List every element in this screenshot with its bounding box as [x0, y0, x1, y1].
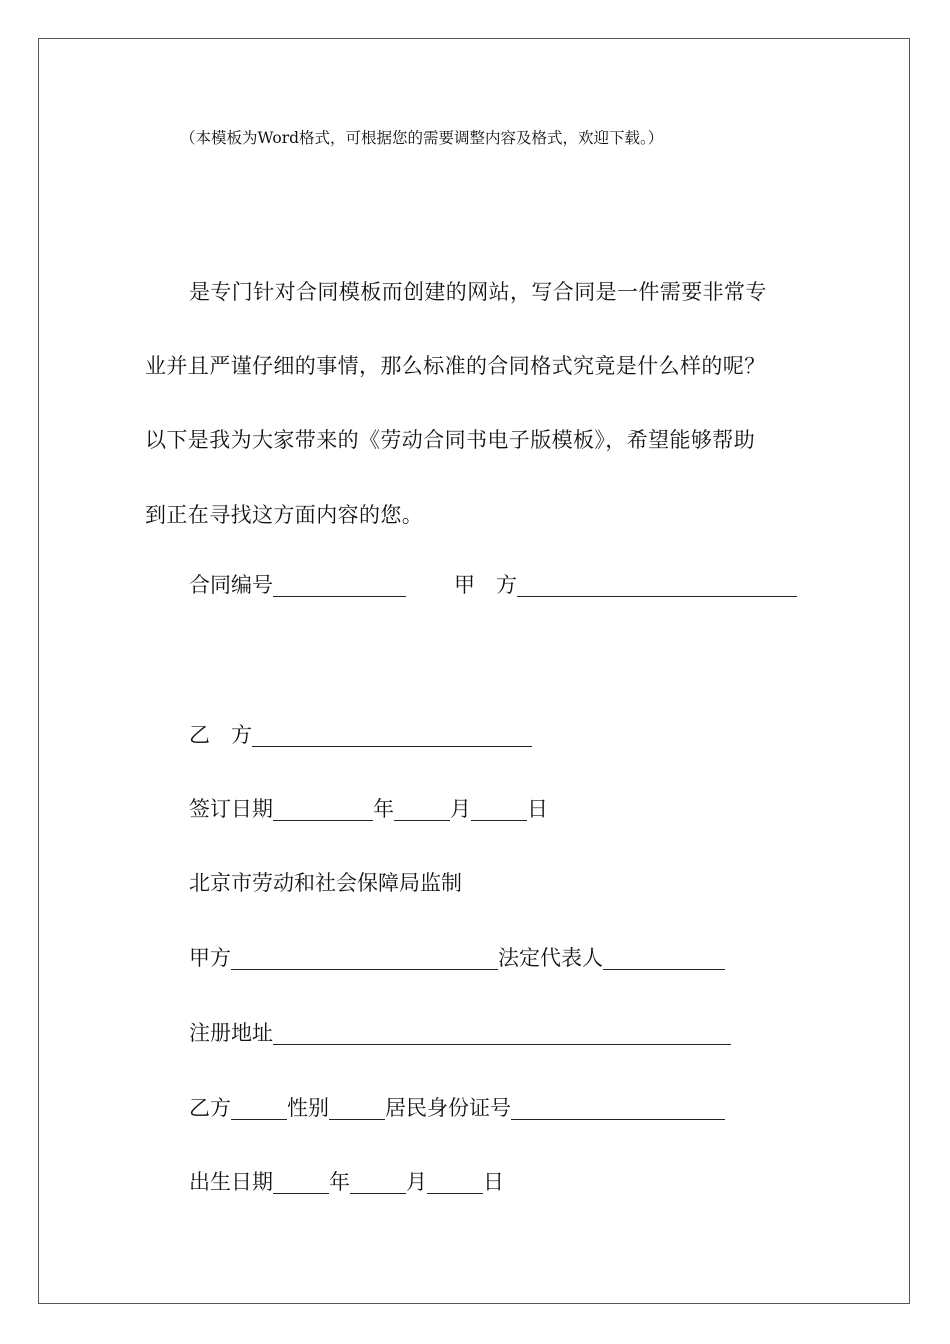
contract-number-label: 合同编号 — [189, 573, 273, 597]
contract-number-row — [189, 570, 797, 600]
party-a-label: 甲方 — [189, 946, 231, 970]
sign-year-label: 年 — [373, 797, 394, 821]
birth-date-row — [189, 1167, 504, 1197]
intro-line-3: 以下是我为大家带来的《劳动合同书电子版模板》，希望能够帮助 — [145, 428, 756, 452]
sign-date-row — [189, 794, 548, 824]
legal-rep-label: 法定代表人 — [498, 946, 603, 970]
party-a-blank[interactable] — [231, 949, 498, 970]
party-b-label: 乙方 — [189, 1096, 231, 1120]
supervisor-row — [189, 868, 462, 898]
party-a-row — [189, 943, 725, 973]
party-b-header-blank[interactable] — [252, 726, 532, 747]
birth-year-blank[interactable] — [273, 1173, 329, 1194]
party-b-header-row — [189, 720, 532, 750]
party-a-header-blank[interactable] — [517, 576, 797, 597]
sign-day-label: 日 — [527, 797, 548, 821]
birth-year-label: 年 — [329, 1170, 350, 1194]
party-b-row — [189, 1093, 725, 1123]
party-b-blank[interactable] — [231, 1099, 287, 1120]
birth-date-label: 出生日期 — [189, 1170, 273, 1194]
reg-address-row — [189, 1018, 731, 1048]
birth-day-label: 日 — [483, 1170, 504, 1194]
sign-year-blank[interactable] — [273, 800, 373, 821]
sign-date-label: 签订日期 — [189, 797, 273, 821]
contract-number-blank[interactable] — [273, 576, 406, 597]
intro-line-2: 业并且严谨仔细的事情，那么标准的合同格式究竟是什么样的呢？ — [145, 354, 766, 378]
id-number-label: 居民身份证号 — [385, 1096, 511, 1120]
intro-line-1: 是专门针对合同模板而创建的网站，写合同是一件需要非常专 — [189, 280, 767, 304]
sign-month-blank[interactable] — [394, 800, 450, 821]
supervisor-text: 北京市劳动和社会保障局监制 — [189, 871, 462, 895]
birth-day-blank[interactable] — [427, 1173, 483, 1194]
reg-address-label: 注册地址 — [189, 1021, 273, 1045]
template-note: （本模板为Word格式，可根据您的需要调整内容及格式，欢迎下载。） — [180, 129, 664, 147]
party-a-header-label: 甲 方 — [454, 573, 517, 597]
gender-blank[interactable] — [329, 1099, 385, 1120]
legal-rep-blank[interactable] — [603, 949, 725, 970]
sign-month-label: 月 — [450, 797, 471, 821]
reg-address-blank[interactable] — [273, 1024, 731, 1045]
gender-label: 性别 — [287, 1096, 329, 1120]
sign-day-blank[interactable] — [471, 800, 527, 821]
id-number-blank[interactable] — [511, 1099, 725, 1120]
birth-month-label: 月 — [406, 1170, 427, 1194]
birth-month-blank[interactable] — [350, 1173, 406, 1194]
party-b-header-label: 乙 方 — [189, 723, 252, 747]
intro-line-4: 到正在寻找这方面内容的您。 — [145, 503, 424, 527]
